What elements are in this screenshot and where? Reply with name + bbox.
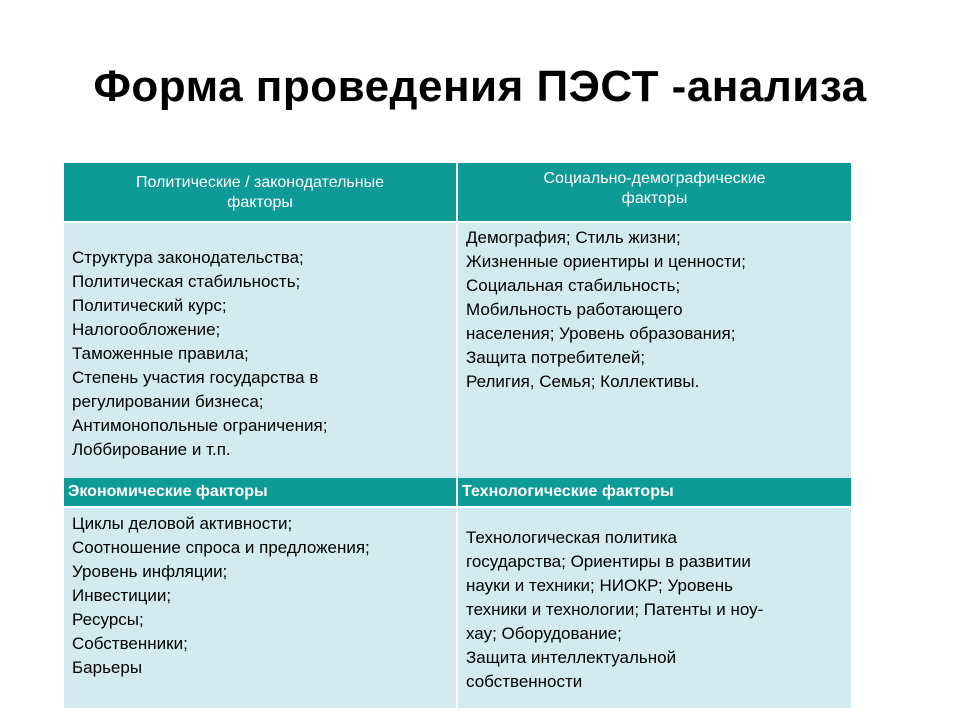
- political-body: [64, 223, 456, 478]
- social-header: [458, 163, 851, 221]
- technological-body: [458, 508, 851, 708]
- political-item: Политический курс;: [72, 296, 227, 315]
- technological-item: техники и технологии; Патенты и ноу-: [466, 600, 764, 619]
- political-header-line-2: факторы: [227, 194, 293, 211]
- pest-table: [64, 163, 851, 708]
- social-item: Мобильность работающего: [466, 300, 683, 319]
- political-item: Политическая стабильность;: [72, 272, 301, 291]
- technological-item: хау; Оборудование;: [466, 624, 622, 643]
- economic-item: Соотношение спроса и предложения;: [72, 538, 370, 557]
- political-item: Лоббирование и т.п.: [72, 440, 231, 459]
- economic-item: Инвестиции;: [72, 586, 172, 605]
- technological-item: собственности: [466, 672, 583, 691]
- economic-item: Уровень инфляции;: [72, 562, 228, 581]
- social-header-line-2: факторы: [621, 190, 688, 207]
- social-item: Демография; Стиль жизни;: [466, 228, 681, 247]
- political-header: [64, 163, 456, 221]
- page-title: Форма проведения ПЭСТ -анализа: [93, 62, 867, 111]
- economic-item: Циклы деловой активности;: [72, 514, 293, 533]
- social-header-line-1: Социально-демографические: [543, 170, 766, 187]
- technological-item: науки и техники; НИОКР; Уровень: [466, 576, 733, 595]
- economic-item: Барьеры: [72, 658, 143, 677]
- technological-header-label: Технологические факторы: [462, 483, 674, 500]
- political-item: Таможенные правила;: [72, 344, 249, 363]
- political-item: Структура законодательства;: [72, 248, 304, 267]
- political-item: Налогообложение;: [72, 320, 221, 339]
- technological-item: Защита интеллектуальной: [466, 648, 677, 667]
- technological-item: государства; Ориентиры в развитии: [466, 552, 751, 571]
- political-item: Антимонопольные ограничения;: [72, 416, 328, 435]
- technological-item: Технологическая политика: [466, 528, 677, 547]
- economic-body: [64, 508, 456, 708]
- social-item: Социальная стабильность;: [466, 276, 681, 295]
- social-item: Жизненные ориентиры и ценности;: [466, 252, 746, 271]
- economic-item: Собственники;: [72, 634, 188, 653]
- political-item: регулировании бизнеса;: [72, 392, 264, 411]
- political-header-line-1: Политические / законодательные: [136, 174, 384, 191]
- social-item: Защита потребителей;: [466, 348, 646, 367]
- social-item: Религия, Семья; Коллективы.: [466, 372, 700, 391]
- economic-item: Ресурсы;: [72, 610, 144, 629]
- economic-header: [64, 478, 456, 506]
- economic-header-label: Экономические факторы: [68, 483, 268, 500]
- technological-header: [458, 478, 851, 506]
- social-body: [458, 223, 851, 478]
- social-item: населения; Уровень образования;: [466, 324, 736, 343]
- political-item: Степень участия государства в: [72, 368, 319, 387]
